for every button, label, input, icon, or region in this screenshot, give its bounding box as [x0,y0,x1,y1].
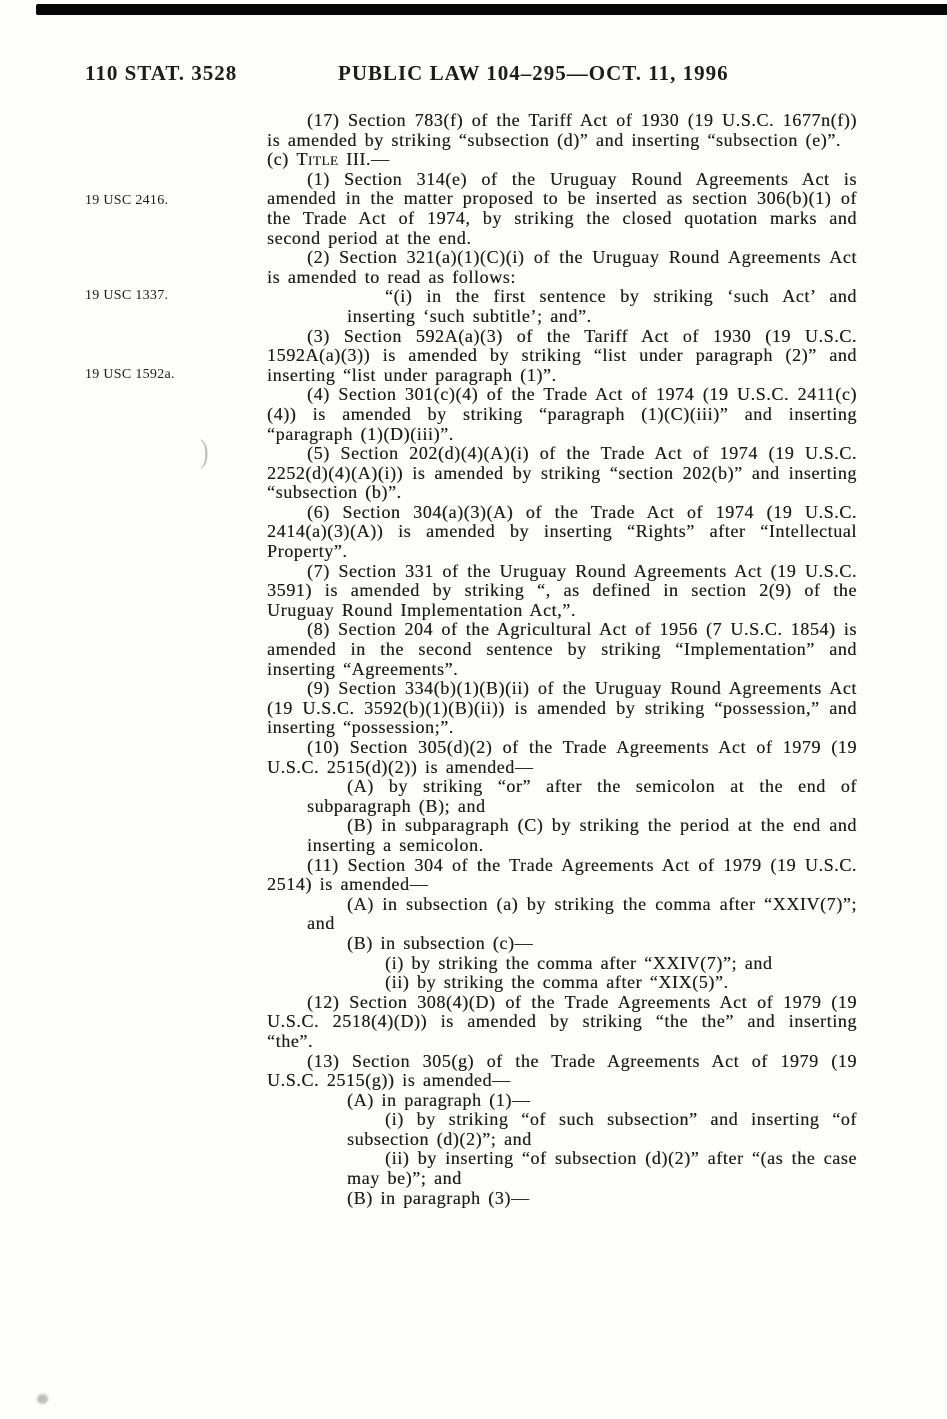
statute-paragraph-10: (10) Section 305(d)(2) of the Trade Agreements Act of 1979 (19 U.S.C. 2515(d)(2)) is amended— [267,737,857,777]
statute-paragraph-11: (11) Section 304 of the Trade Agreements Act of 1979 (19 U.S.C. 2514) is amended— [267,854,857,895]
statute-paragraph-17: (17) Section 783(f) of the Tariff Act of 1930 (19 U.S.C. 1677n(f)) is amended by striking “subsection (d)” and inserting “subsection (e)”. [267,110,857,150]
statute-clause-13Aii: (ii) by inserting “of subsection (d)(2)” after “(as the case may be)”; and [347,1148,857,1189]
title-iii-heading [267,150,857,170]
margin-note-usc-1592a: 19 USC 1592a. [85,367,175,382]
margin-note-usc-1337: 19 USC 1337. [85,288,169,303]
statute-paragraph-9: (9) Section 334(b)(1)(B)(ii) of the Uruguay Round Agreements Act (19 U.S.C. 3592(b)(1)(B)(ii)) is amended by striking “possession,” and inserting “possession;”. [267,678,857,738]
margin-note-usc-2416: 19 USC 2416. [85,193,169,208]
statute-subparagraph-13A: (A) in paragraph (1)— [347,1089,531,1110]
title-iii-smallcaps: Title [296,149,339,170]
statute-subparagraph-10B: (B) in subparagraph (C) by striking the period at the end and inserting a semicolon. [307,815,857,855]
statute-paragraph-6: (6) Section 304(a)(3)(A) of the Trade Act of 1974 (19 U.S.C. 2414(a)(3)(A)) is amended by inserting “Rights” after “Intellectual Property”. [267,501,857,562]
statute-subparagraph-13B: (B) in paragraph (3)— [347,1187,530,1208]
statute-subparagraph-11B: (B) in subsection (c)— [347,932,534,953]
statute-paragraph-3: (3) Section 592A(a)(3) of the Tariff Act of 1930 (19 U.S.C. 1592A(a)(3)) is amended by striking “list under paragraph (2)” and inserting “list under paragraph (1)”. [267,325,857,385]
page-stat-number: 110 STAT. 3528 [85,61,238,85]
statute-clause-13Ai: (i) by striking “of such subsection” and inserting “of subsection (d)(2)”; and [347,1109,857,1149]
statute-paragraph-12: (12) Section 308(4)(D) of the Trade Agreements Act of 1979 (19 U.S.C. 2518(4)(D)) is amended by striking “the the” and inserting “the”. [267,991,857,1051]
statute-paragraph-2: (2) Section 321(a)(1)(C)(i) of the Uruguay Round Agreements Act is amended to read as follows: [267,247,857,287]
scan-artifact-mark: ) [200,433,209,470]
title-iii-prefix: (c) [267,149,297,170]
statute-quoted-clause-i: “(i) in the first sentence by striking ‘such Act’ and inserting ‘such subtitle’; and”. [347,286,857,326]
scan-artifact-bottom-smudge [37,1394,48,1404]
statute-subparagraph-10A: (A) by striking “or” after the semicolon at the end of subparagraph (B); and [307,776,857,816]
statute-subparagraph-11A: (A) in subsection (a) by striking the comma after “XXIV(7)”; and [307,893,857,934]
statute-clause-11Bi: (i) by striking the comma after “XXIV(7)”; and [385,952,773,973]
scan-artifact-top-edge [36,4,947,15]
statute-paragraph-5: (5) Section 202(d)(4)(A)(i) of the Trade Act of 1974 (19 U.S.C. 2252(d)(4)(A)(i)) is amended by striking “section 202(b)” and inserting “subsection (b)”. [267,443,857,503]
statute-paragraph-4: (4) Section 301(c)(4) of the Trade Act of 1974 (19 U.S.C. 2411(c)(4)) is amended by striking “paragraph (1)(C)(iii)” and inserting “paragraph (1)(D)(iii)”. [267,384,857,444]
statute-paragraph-7: (7) Section 331 of the Uruguay Round Agreements Act (19 U.S.C. 3591) is amended by striking “, as defined in section 2(9) of the Uruguay Round Implementation Act,”. [267,560,857,620]
title-iii-suffix: III.— [338,149,390,170]
statute-clause-11Bii: (ii) by striking the comma after “XIX(5)”. [385,972,729,993]
statute-paragraph-8: (8) Section 204 of the Agricultural Act of 1956 (7 U.S.C. 1854) is amended in the second sentence by striking “Implementation” and inserting “Agreements”. [267,619,857,679]
page-law-title: PUBLIC LAW 104–295—OCT. 11, 1996 [338,61,729,85]
statute-paragraph-1: (1) Section 314(e) of the Uruguay Round Agreements Act is amended in the matter proposed to be inserted as section 306(b)(1) of the Trade Act of 1974, by striking the closed quotation marks and second period at the end. [267,168,857,248]
statute-body [267,111,857,1208]
statute-paragraph-13: (13) Section 305(g) of the Trade Agreements Act of 1979 (19 U.S.C. 2515(g)) is amended— [267,1050,857,1091]
